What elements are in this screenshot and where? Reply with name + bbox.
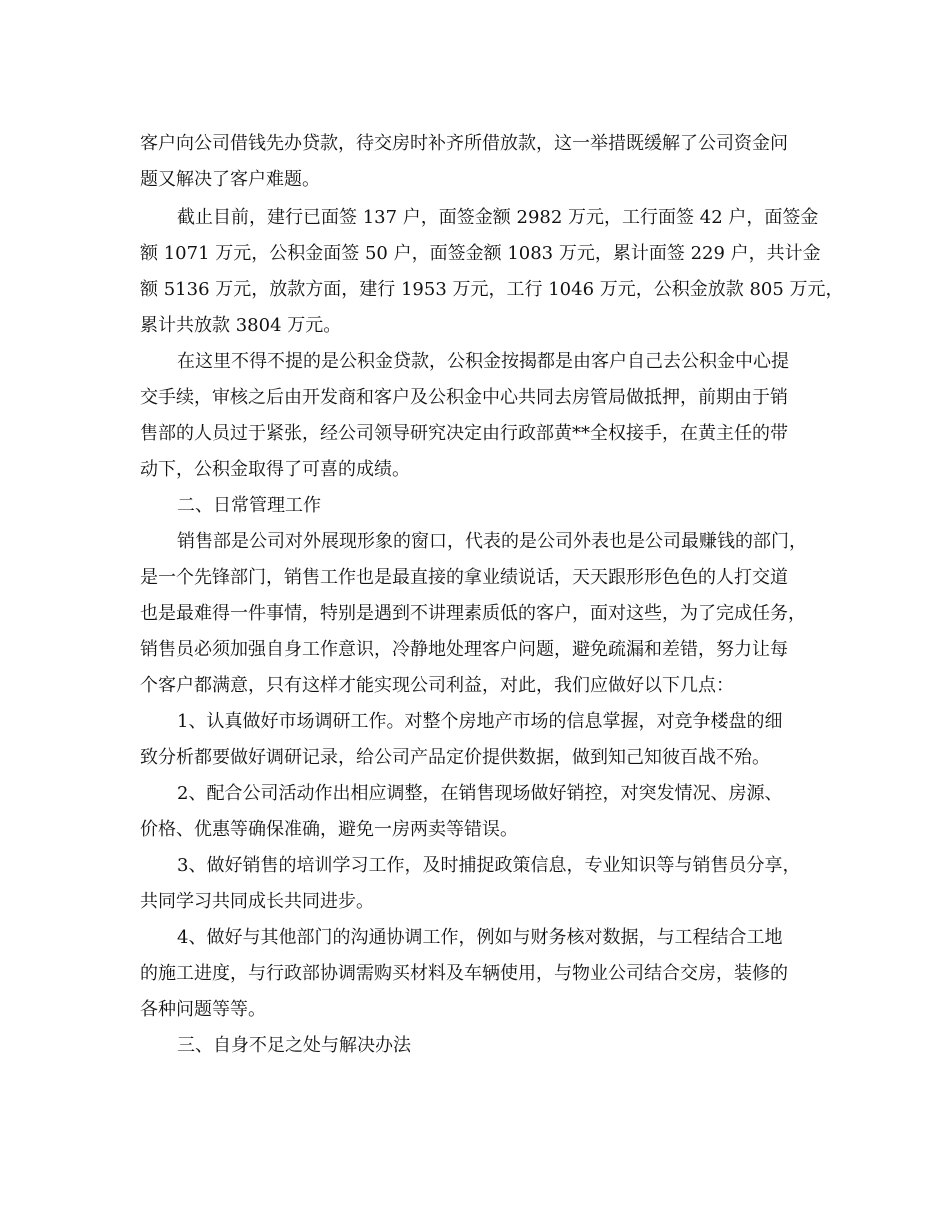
section-heading: 三、自身不足之处与解决办法 bbox=[177, 1035, 411, 1056]
text-line: 额 5136 万元，放款方面，建行 1953 万元，工行 1046 万元，公积金放款 805 万元， bbox=[140, 279, 844, 300]
text-line: 共同学习共同成长共同进步。 bbox=[140, 891, 374, 912]
text-line: 致分析都要做好调研记录，给公司产品定价提供数据，做到知己知彼百战不殆。 bbox=[140, 747, 770, 768]
text-line: 个客户都满意，只有这样才能实现公司利益，对此，我们应做好以下几点： bbox=[140, 675, 734, 696]
list-item-text: 4、做好与其他部门的沟通协调工作，例如与财务核对数据，与工程结合工地 bbox=[177, 927, 783, 948]
text-line: 动下，公积金取得了可喜的成绩。 bbox=[140, 459, 410, 480]
text-line: 各种问题等等。 bbox=[140, 999, 266, 1020]
text-line: 累计共放款 3804 万元。 bbox=[140, 315, 342, 336]
text-line: 售部的人员过于紧张，经公司领导研究决定由行政部黄**全权接手，在黄主任的带 bbox=[140, 423, 788, 444]
list-item-text: 3、做好销售的培训学习工作，及时捕捉政策信息，专业知识等与销售员分享， bbox=[177, 855, 801, 876]
text-line: 额 1071 万元，公积金面签 50 户，面签金额 1083 万元，累计面签 229 户，共计金 bbox=[140, 243, 821, 264]
list-item-text: 2、配合公司活动作出相应调整，在销售现场做好销控，对突发情况、房源、 bbox=[177, 783, 783, 804]
list-item-text: 1、认真做好市场调研工作。对整个房地产市场的信息掌握，对竞争楼盘的细 bbox=[177, 711, 783, 732]
text-line: 在这里不得不提的是公积金贷款，公积金按揭都是由客户自己去公积金中心提 bbox=[177, 351, 789, 372]
text-line: 价格、优惠等确保准确，避免一房两卖等错误。 bbox=[140, 819, 518, 840]
section-heading: 二、日常管理工作 bbox=[177, 495, 321, 516]
text-line: 是一个先锋部门，销售工作也是最直接的拿业绩说话，天天跟形形色色的人打交道 bbox=[140, 567, 788, 588]
text-line: 交手续，审核之后由开发商和客户及公积金中心共同去房管局做抵押，前期由于销 bbox=[140, 387, 788, 408]
text-line: 销售部是公司对外展现形象的窗口，代表的是公司外表也是公司最赚钱的部门， bbox=[177, 531, 807, 552]
text-line: 客户向公司借钱先办贷款，待交房时补齐所借放款，这一举措既缓解了公司资金问 bbox=[140, 133, 788, 154]
text-line: 的施工进度，与行政部协调需购买材料及车辆使用，与物业公司结合交房，装修的 bbox=[140, 963, 788, 984]
text-line: 截止目前，建行已面签 137 户，面签金额 2982 万元，工行面签 42 户，面签金 bbox=[177, 207, 819, 228]
text-line: 也是最难得一件事情，特别是遇到不讲理素质低的客户，面对这些，为了完成任务， bbox=[140, 603, 806, 624]
text-line: 销售员必须加强自身工作意识，冷静地处理客户问题，避免疏漏和差错，努力让每 bbox=[140, 639, 788, 660]
text-line: 题又解决了客户难题。 bbox=[140, 169, 320, 190]
